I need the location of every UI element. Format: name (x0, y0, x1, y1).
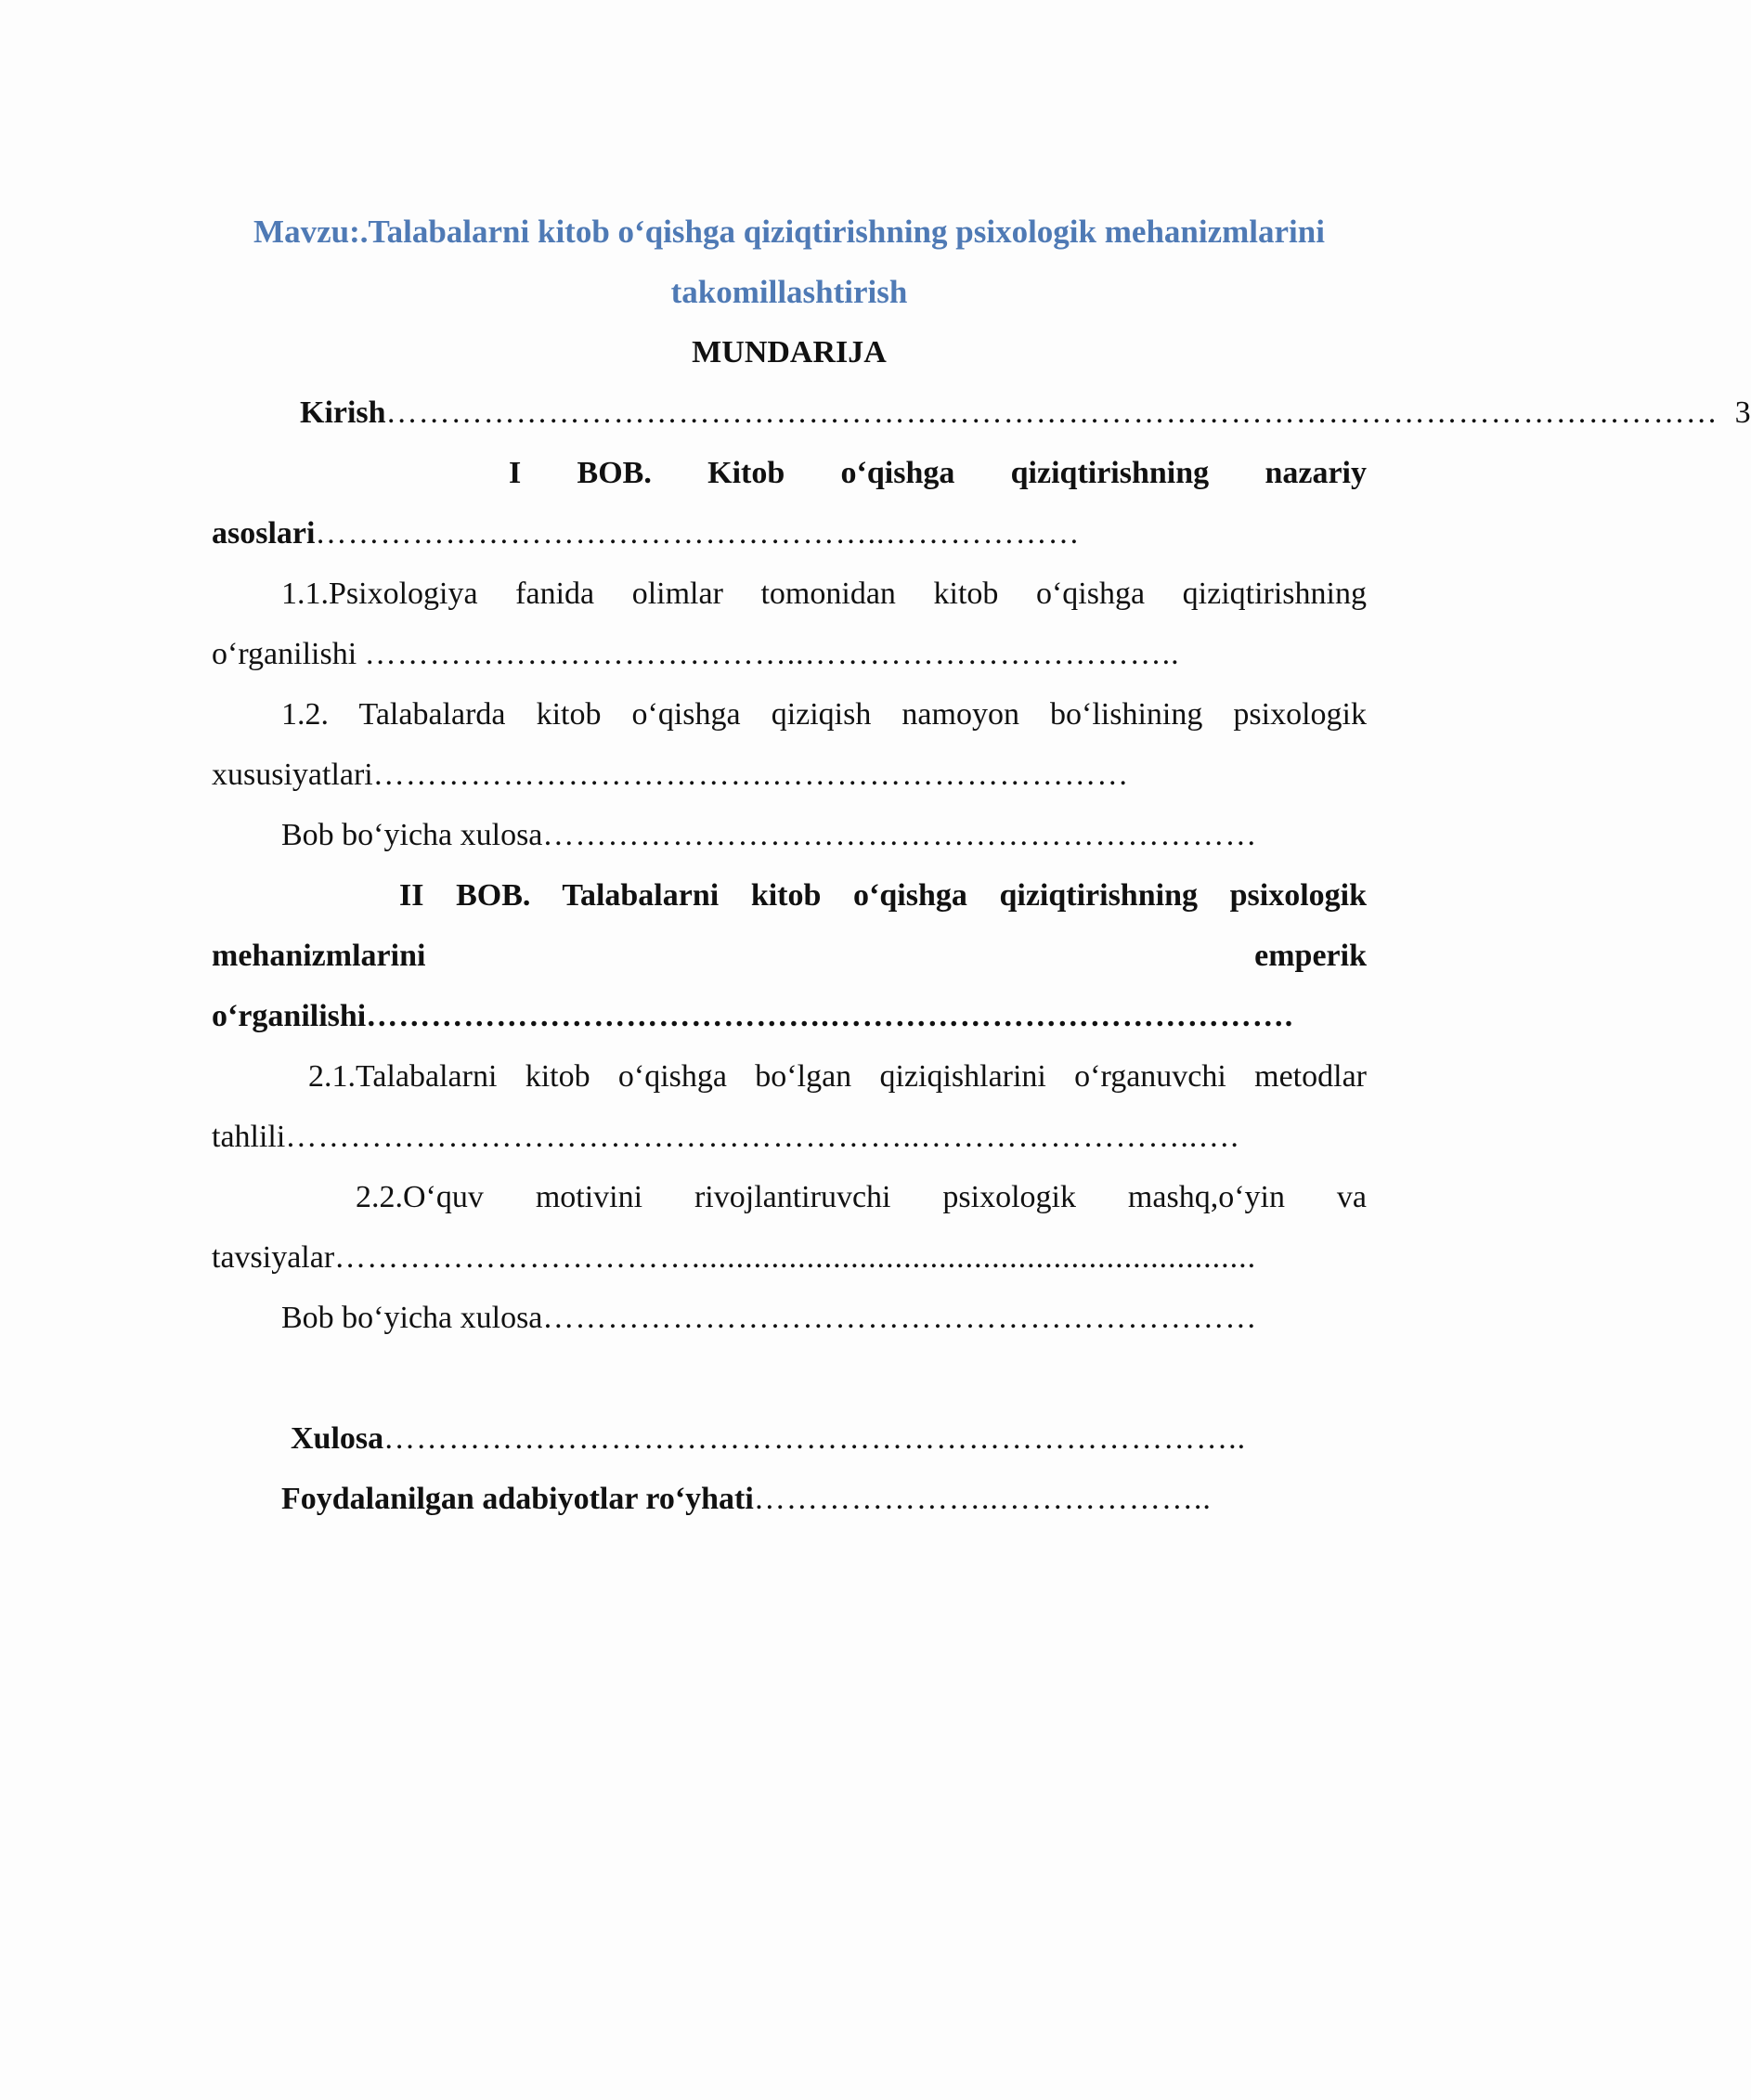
toc-entry-2-1[interactable]: 2.1.Talabalarni kitob o‘qishga bo‘lgan qiziqishlarini o‘rganuvchi metodlar (308, 1059, 1367, 1094)
toc-entry-chapter-1-cont: asoslari……………………………………………..……………… (212, 516, 1081, 551)
toc-entry-1-1[interactable]: 1.1.Psixologiya fanida olimlar tomonidan kitob o‘qishga qiziqtirishning (281, 577, 1367, 611)
contents-heading: MUNDARIJA (692, 335, 887, 369)
toc-entry-2-2-cont: tavsiyalar……………………………................................................................ (212, 1240, 1257, 1275)
topic-title-line-1: Mavzu:.Talabalarni kitob o‘qishga qiziqtirishning psixologik mehanizmlarini (253, 214, 1325, 250)
topic-title-line-2: takomillashtirish (670, 274, 908, 310)
toc-entry-label: Kirish (300, 395, 386, 430)
toc-entry-2-2[interactable]: 2.2.O‘quv motivini rivojlantiruvchi psixologik mashq,o‘yin va (356, 1180, 1367, 1214)
toc-entry-references[interactable]: Foydalanilgan adabiyotlar ro‘yhati…………………..……………….. (281, 1482, 1212, 1516)
toc-leader-dots: …………………………………………………………………………………………………………… (385, 395, 1719, 430)
toc-entry-1-2[interactable]: 1.2. Talabalarda kitob o‘qishga qiziqish namoyon bo‘lishining psixologik (281, 697, 1367, 732)
toc-entry-chapter-1-summary[interactable]: Bob bo‘yicha xulosa………………………………………………………… (281, 818, 1258, 852)
toc-entry-chapter-2-summary[interactable]: Bob bo‘yicha xulosa………………………………………………………… (281, 1301, 1258, 1335)
toc-entry-1-1-cont: o‘rganilishi …………………………………..…………………………….. (212, 637, 1180, 671)
toc-entry-conclusion[interactable]: Xulosa…………………………………………………………………….. (291, 1421, 1247, 1456)
toc-entry-chapter-2-cont-2: o‘rganilishi…………………………………….……………………………………. (212, 999, 1294, 1033)
toc-entry-1-2-cont: xususiyatlari……………………………….…………………………… (212, 758, 1130, 792)
toc-entry-kirish[interactable] (300, 395, 1751, 432)
toc-entry-chapter-1[interactable]: I BOB. Kitob o‘qishga qiziqtirishning nazariy (509, 456, 1367, 490)
toc-entry-chapter-2[interactable]: II BOB. Talabalarni kitob o‘qishga qiziqtirishning psixologik (399, 878, 1367, 913)
toc-page-number: 3 (1734, 395, 1751, 430)
toc-entry-2-1-cont: tahlili…………………………………………………..……………………..…. (212, 1120, 1239, 1154)
toc-entry-chapter-2-cont-1: mehanizmlarini emperik (212, 939, 1367, 973)
